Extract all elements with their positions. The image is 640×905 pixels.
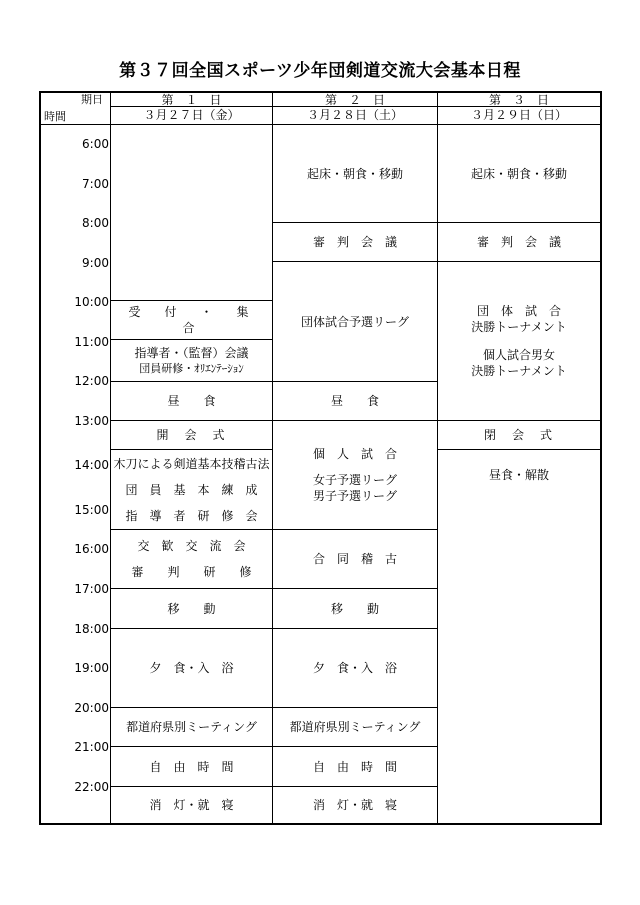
day1-reception: 受 付 ・ 集 合 [128, 305, 273, 335]
day3-lunch-dismissal: 昼食・解散 [488, 468, 549, 482]
day2-team-prelim: 団体試合予選リーグ [300, 314, 409, 329]
day1-exchange: 交 歓 交 流 会 審 判 研 修 [131, 539, 252, 579]
day2-move: 移 動 [330, 601, 379, 616]
day2-name: 第 ２ 日 [324, 93, 385, 107]
day1-briefing: 指導者・（監督）会議 団員研修・ｵﾘｴﾝﾃｰｼｮﾝ [134, 345, 249, 375]
time-label-1800: 18:00 [74, 622, 109, 636]
day3-row-line [437, 449, 600, 450]
day3-name: 第 ３ 日 [488, 93, 549, 107]
day2-joint-practice: 合 同 稽 古 [312, 552, 397, 566]
time-label-2200: 22:00 [74, 780, 109, 794]
day2-lights-out: 消 灯・就 寝 [312, 798, 397, 812]
time-label-2000: 20:00 [74, 701, 109, 715]
day2-lunch: 昼 食 [330, 394, 379, 408]
page-title: 第３７回全国スポーツ少年団剣道交流大会基本日程 [119, 61, 521, 81]
day2-free-time: 自 由 時 間 [312, 759, 397, 774]
time-label-1400: 14:00 [74, 458, 109, 472]
day1-name: 第 １ 日 [161, 93, 222, 107]
day2-referee: 審 判 会 議 [312, 235, 397, 249]
time-label-1100: 11:00 [74, 335, 109, 349]
day1-meeting: 都道府県別ミーティング [126, 720, 257, 734]
day2-date: ３月２８日（土） [306, 108, 403, 122]
day1-lights-out: 消 灯・就 寝 [149, 798, 234, 812]
time-label-0800: 8:00 [82, 216, 109, 230]
day2-dinner: 夕 食・入 浴 [312, 661, 397, 675]
day-label: 期日 [81, 93, 103, 106]
time-label-1600: 16:00 [74, 542, 109, 556]
day1-opening: 開 会 式 [156, 428, 227, 442]
time-label-1500: 15:00 [74, 503, 109, 517]
time-label-0600: 6:00 [82, 137, 109, 151]
day3-wake: 起床・朝食・移動 [470, 166, 567, 181]
schedule-table [39, 91, 602, 825]
time-label-2100: 21:00 [74, 740, 109, 754]
day3-finals: 団 体 試 合 決勝トーナメント 個人試合男女 決勝トーナメント [471, 304, 567, 378]
time-label-0900: 9:00 [82, 256, 109, 270]
time-label-0700: 7:00 [82, 177, 109, 191]
time-label-1200: 12:00 [74, 374, 109, 388]
time-label: 時間 [44, 110, 66, 123]
day1-move: 移 動 [167, 601, 216, 616]
day2-individual: 個 人 試 合 女子予選リーグ 男子予選リーグ [312, 447, 397, 503]
day2-meeting: 都道府県別ミーティング [289, 720, 421, 734]
time-label-1000: 10:00 [74, 295, 109, 309]
time-label-1700: 17:00 [74, 582, 109, 596]
time-label-1300: 13:00 [74, 414, 109, 428]
time-label-1900: 19:00 [74, 661, 109, 675]
day1-free-time: 自 由 時 間 [149, 759, 234, 774]
day1-dinner: 夕 食・入 浴 [149, 661, 234, 675]
day3-date: ３月２９日（日） [470, 108, 567, 122]
day1-lunch: 昼 食 [167, 394, 216, 408]
day3-referee: 審 判 会 議 [476, 235, 561, 249]
day1-date: ３月２７日（金） [143, 108, 240, 122]
day1-training: 木刀による剣道基本技稽古法 団 員 基 本 練 成 指 導 者 研 修 会 [113, 456, 270, 523]
day2-wake: 起床・朝食・移動 [306, 166, 403, 181]
day3-closing: 閉 会 式 [483, 428, 554, 442]
